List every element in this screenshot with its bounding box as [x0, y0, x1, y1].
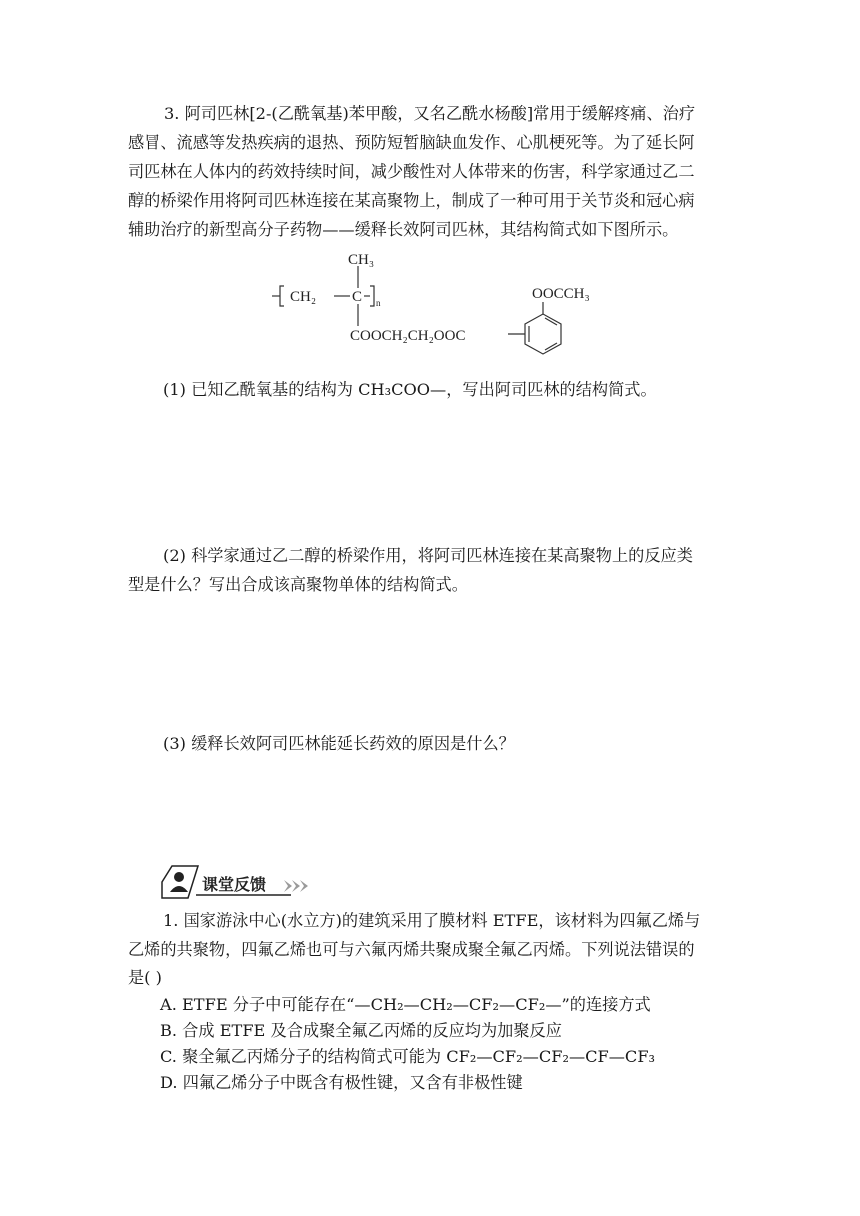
- q3-sub1: (1) 已知乙酰氧基的结构为 CH₃COO—，写出阿司匹林的结构简式。: [163, 380, 657, 399]
- ester-chain-label: COOCH₂CH₂OOC: [350, 328, 466, 344]
- fq1-option-d: D. 四氟乙烯分子中既含有极性键，又含有非极性键: [160, 1073, 523, 1092]
- ch2-label: CH₂: [290, 289, 317, 305]
- ch3-label: CH₃: [348, 252, 375, 268]
- bracket-left: [280, 286, 284, 306]
- chevrons-icon: [284, 880, 308, 892]
- c-label: C: [352, 289, 363, 305]
- fq1-stem-line-1: 1. 国家游泳中心(水立方)的建筑采用了膜材料 ETFE，该材料为四氟乙烯与: [163, 911, 701, 930]
- q3-intro-line-4: 醇的桥梁作用将阿司匹林连接在某高聚物上，制成了一种可用于关节炎和冠心病: [128, 191, 695, 210]
- fq1-option-b: B. 合成 ETFE 及合成聚全氟乙丙烯的反应均为加聚反应: [160, 1021, 562, 1040]
- q3-intro-line-2: 感冒、流感等发热疾病的退热、预防短暂脑缺血发作、心肌梗死等。为了延长阿: [128, 133, 695, 152]
- fq1-option-c: C. 聚全氟乙丙烯分子的结构简式可能为 CF₂—CF₂—CF₂—CF—CF₃: [160, 1047, 656, 1066]
- q3-intro-line-5: 辅助治疗的新型高分子药物——缓释长效阿司匹林，其结构简式如下图所示。: [128, 220, 679, 239]
- benzene-ring: [525, 314, 561, 354]
- n-subscript: n: [376, 298, 381, 308]
- q3-sub3: (3) 缓释长效阿司匹林能延长药效的原因是什么？: [163, 734, 515, 753]
- sustained-aspirin-structure-figure: [270, 246, 630, 372]
- ooccH3-label: OOCCH₃: [532, 286, 590, 302]
- q3-intro-line-1: 3. 阿司匹林[2-(乙酰氧基)苯甲酸，又名乙酰水杨酸]常用于缓解疼痛、治疗: [164, 104, 696, 123]
- fq1-stem-line-3: 是( ): [128, 968, 162, 987]
- person-icon: [162, 866, 198, 898]
- bracket-right: [370, 286, 374, 306]
- fq1-stem-line-2: 乙烯的共聚物，四氟乙烯也可与六氟丙烯共聚成聚全氟乙丙烯。下列说法错误的: [128, 940, 695, 959]
- q3-intro-line-3: 司匹林在人体内的药效持续时间，减少酸性对人体带来的伤害，科学家通过乙二: [128, 162, 695, 181]
- classroom-feedback-banner: [156, 862, 326, 902]
- banner-title: 课堂反馈: [202, 875, 267, 894]
- q3-sub2-line-1: (2) 科学家通过乙二醇的桥梁作用，将阿司匹林连接在某高聚物上的反应类: [163, 546, 693, 565]
- fq1-option-a: A. ETFE 分子中可能存在“—CH₂—CH₂—CF₂—CF₂—”的连接方式: [160, 995, 651, 1014]
- q3-sub2-line-2: 型是什么？写出合成该高聚物单体的结构简式。: [128, 575, 468, 594]
